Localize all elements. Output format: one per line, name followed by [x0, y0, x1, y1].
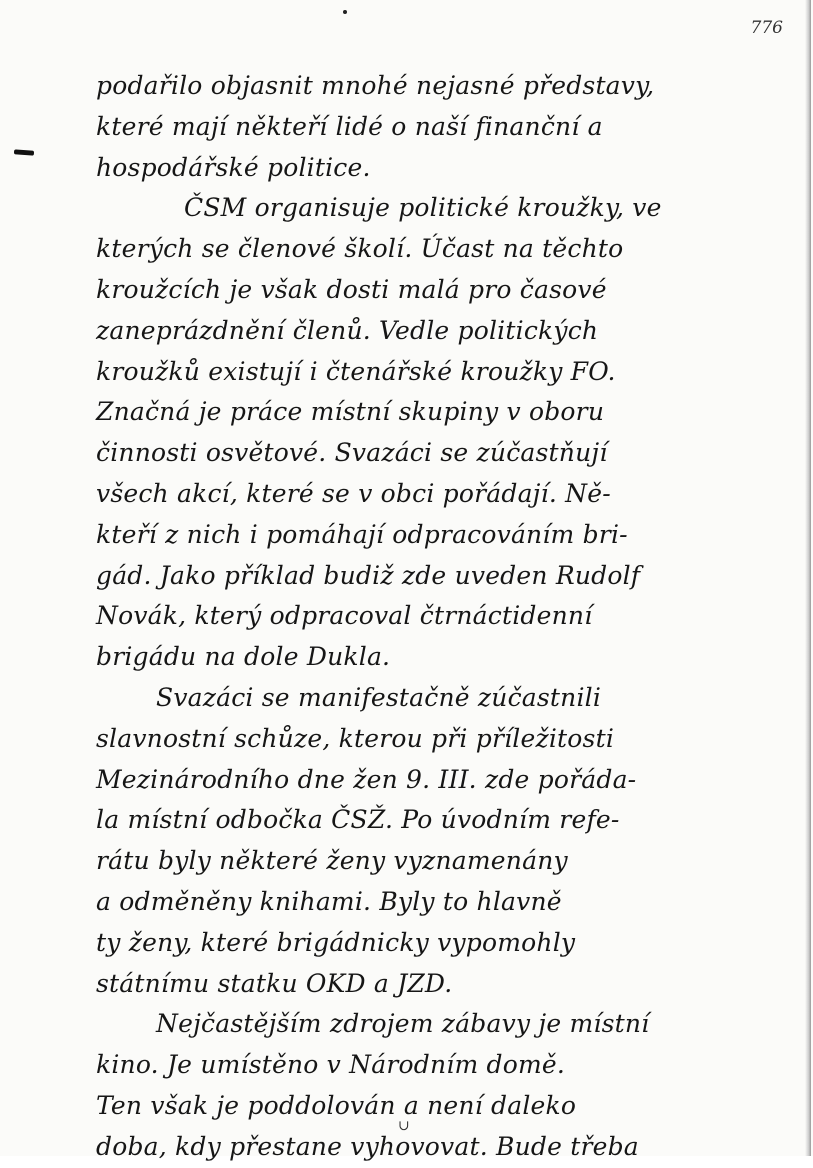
text-line: Novák, který odpracoval čtrnáctidenní [96, 601, 593, 631]
page-edge-shadow [805, 0, 811, 1156]
text-line: zaneprázdnění členů. Vedle politických [96, 315, 599, 345]
ink-dot [343, 10, 347, 14]
page-number: 776 [750, 18, 783, 38]
text-line: kino. Je umístěno v Národním domě. [96, 1050, 565, 1080]
text-line: a odměněny knihami. Byly to hlavně [96, 886, 562, 916]
text-line: kroužcích je však dosti malá pro časové [96, 274, 607, 304]
text-line: slavnostní schůze, kterou při příležitosti [96, 723, 615, 753]
text-line: podařilo objasnit mnohé nejasné představy, [96, 71, 655, 100]
text-line: státnímu statku OKD a JZD. [96, 968, 453, 998]
text-line: doba, kdy přestane vyhovovat. Bude třeba [96, 1131, 639, 1161]
text-line: všech akcí, které se v obci pořádají. Ně- [96, 478, 611, 508]
text-line: la místní odbočka ČSŽ. Po úvodním refe- [96, 805, 620, 835]
text-line: kterých se členové školí. Účast na těchto [96, 234, 624, 264]
text-line: Svazáci se manifestačně zúčastnili [156, 682, 602, 712]
text-line: brigádu na dole Dukla. [96, 642, 391, 672]
text-line: hospodářské politice. [96, 152, 371, 182]
margin-mark [14, 149, 34, 155]
text-line: kteří z nich i pomáhají odpracováním bri- [96, 519, 628, 549]
text-line: Značná je práce místní skupiny v oboru [96, 397, 605, 427]
text-line: ČSM organisuje politické kroužky, ve [184, 193, 662, 223]
text-line: gád. Jako příklad budiž zde uveden Rudolf [96, 560, 641, 590]
handwritten-text [96, 66, 736, 1168]
text-line: ty ženy, které brigádnicky vypomohly [96, 927, 576, 957]
text-line: Ten však je poddolován a není daleko [96, 1090, 577, 1120]
text-line: Mezinárodního dne žen 9. III. zde pořáda- [96, 764, 637, 794]
text-line: které mají někteří lidé o naší finanční a [96, 111, 603, 141]
bottom-mark: ∪ [398, 1118, 410, 1134]
text-line: rátu byly některé ženy vyznamenány [96, 846, 568, 876]
text-line: kroužků existují i čtenářské kroužky FO. [96, 356, 616, 386]
text-line: Nejčastějším zdrojem zábavy je místní [156, 1009, 650, 1039]
text-line: činnosti osvětové. Svazáci se zúčastňují [96, 438, 608, 468]
